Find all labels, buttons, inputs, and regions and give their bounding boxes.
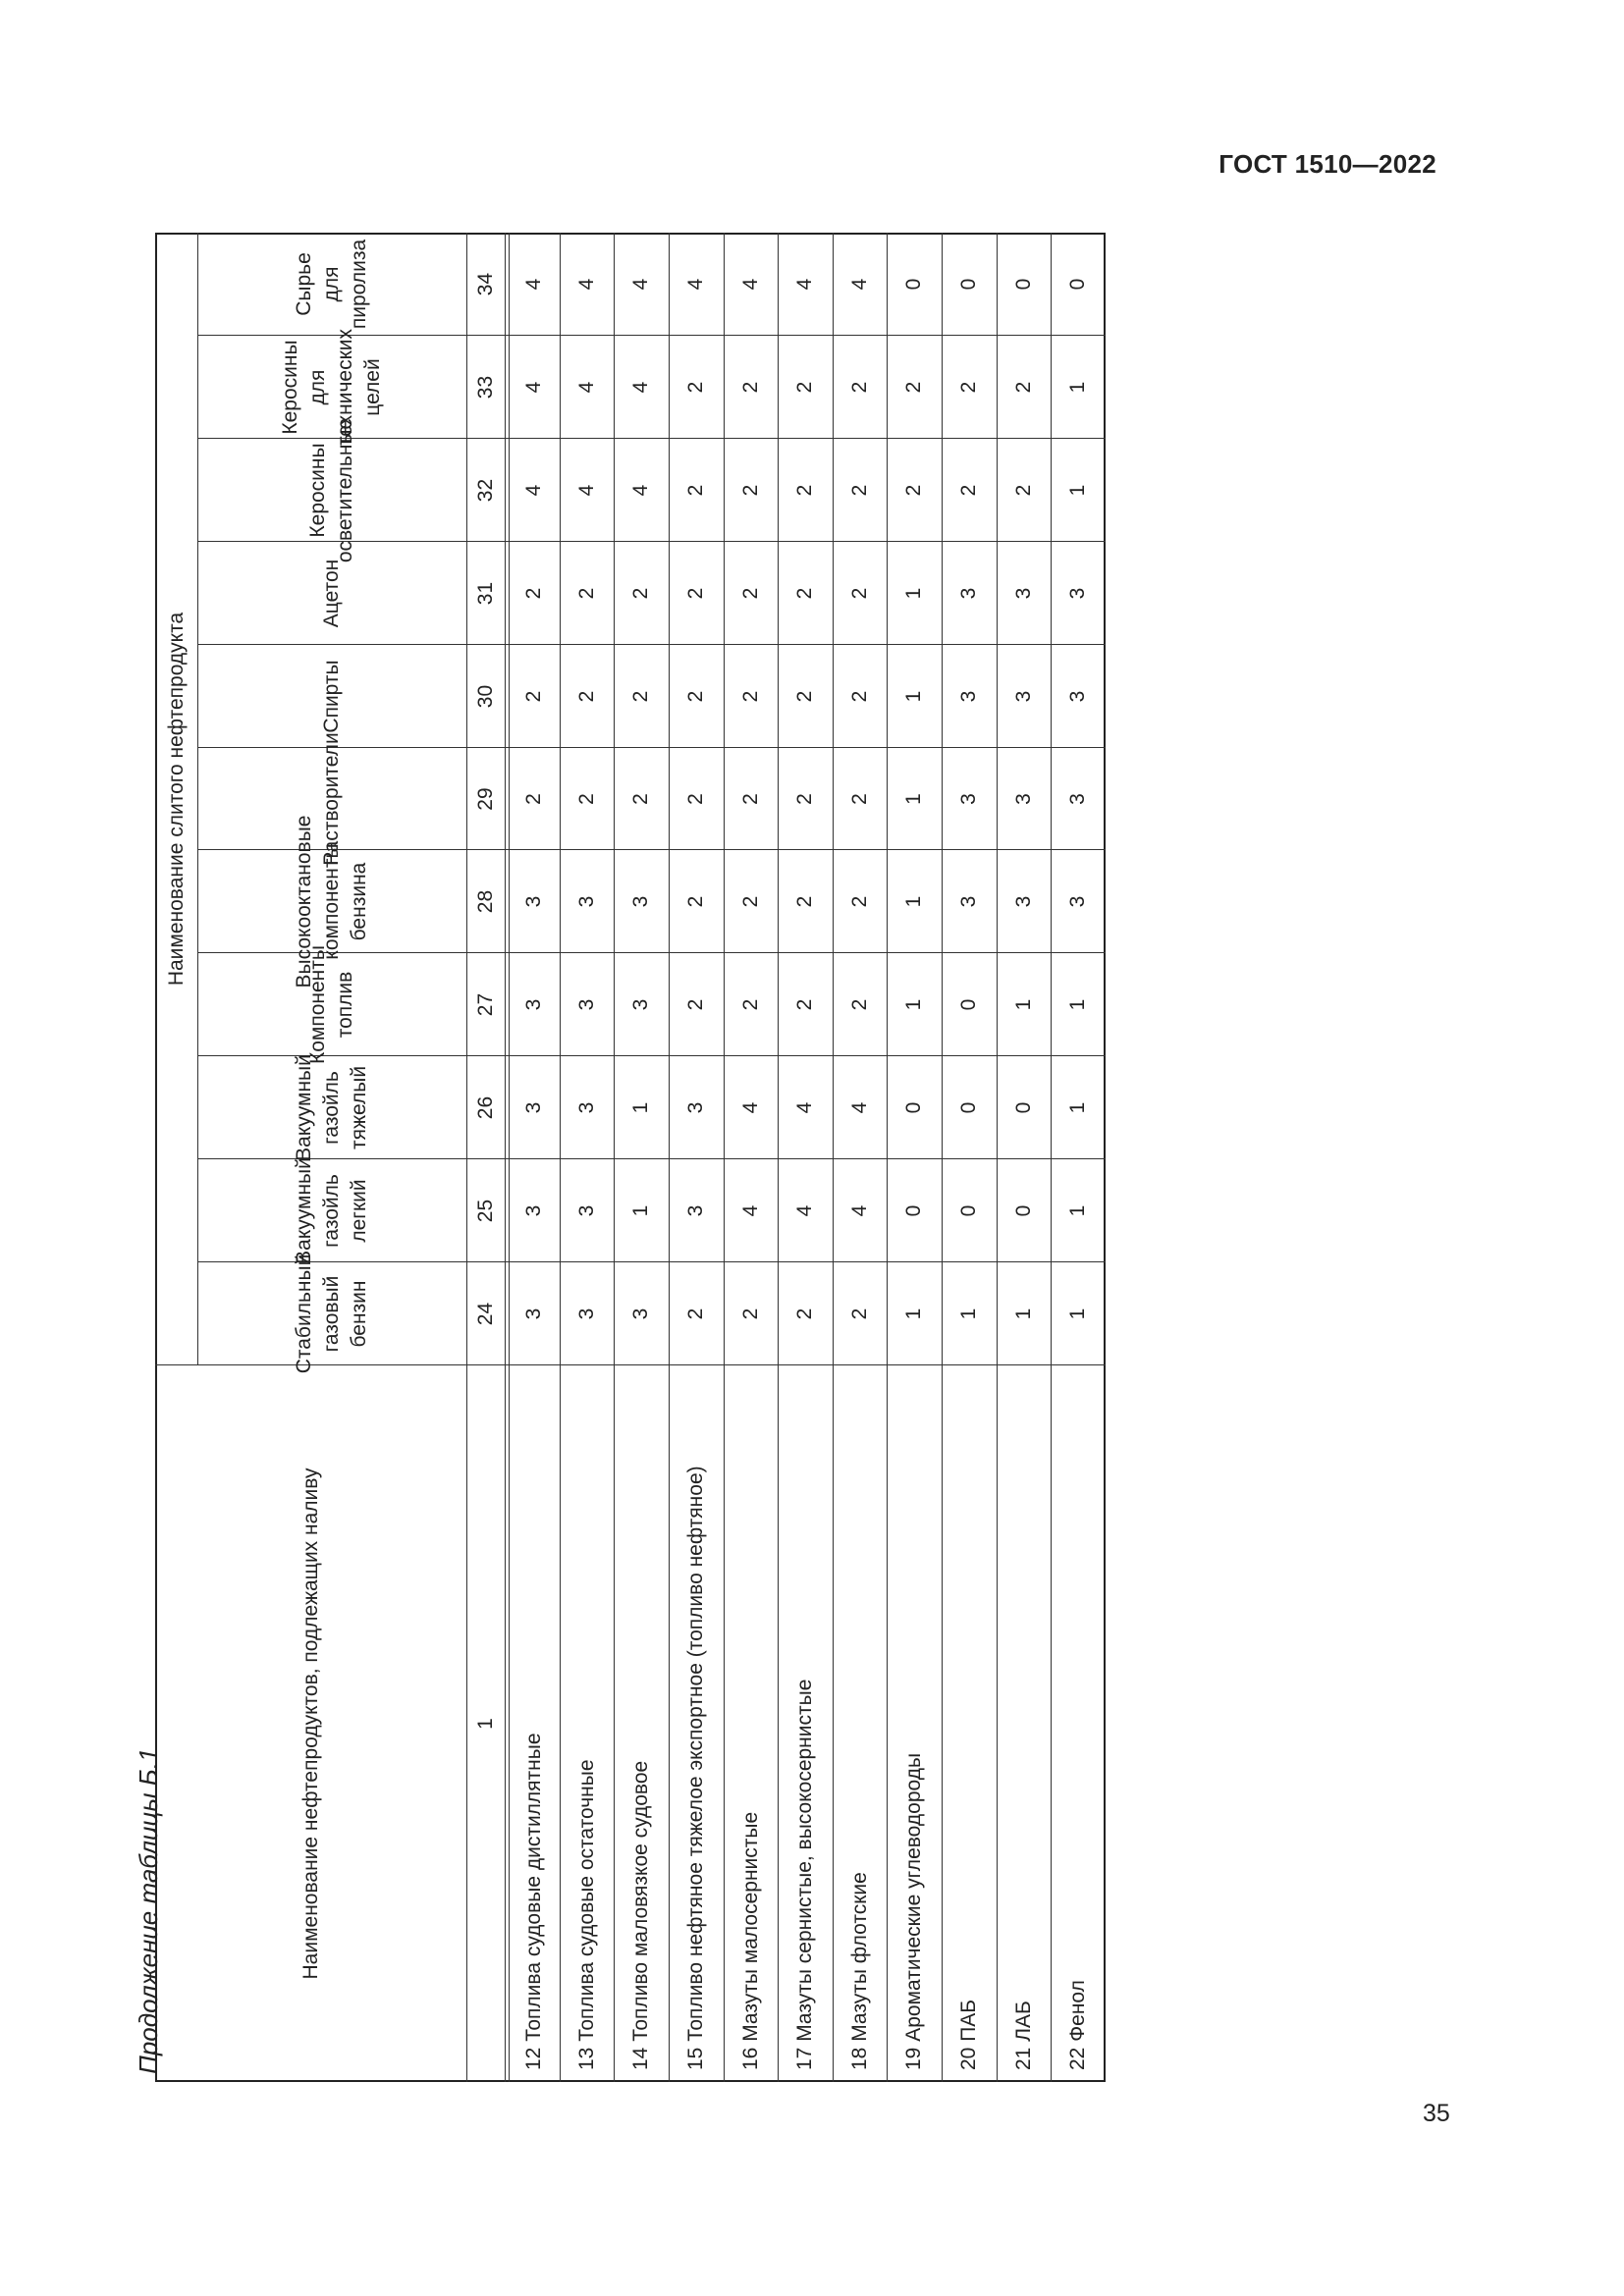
table-cell: 0	[1066, 278, 1089, 291]
table-cell: 2	[902, 484, 925, 497]
table-cell: 1	[902, 998, 925, 1011]
table-cell: 1	[957, 1308, 980, 1320]
table-cell: 3	[574, 998, 598, 1011]
table-cell: 2	[847, 895, 871, 908]
table-cell: 1	[902, 690, 925, 703]
table-cell: 3	[684, 1101, 707, 1114]
column-number: 31	[473, 581, 497, 606]
table-cell: 1	[1066, 381, 1089, 394]
table-cell: 0	[957, 278, 980, 291]
table-cell: 4	[793, 1204, 816, 1217]
row-name: 14 Топливо маловязкое судовое	[629, 1760, 652, 2070]
table-cell: 3	[1066, 793, 1089, 805]
row-name: 17 Мазуты сернистые, высокосернистые	[793, 1679, 816, 2070]
table-cell: 2	[684, 587, 707, 600]
table-cell: 3	[574, 895, 598, 908]
table-cell: 2	[793, 793, 816, 805]
table-cell: 2	[522, 793, 545, 805]
table-cell: 3	[1011, 793, 1035, 805]
table-cell: 2	[629, 793, 652, 805]
table-cell: 0	[1011, 278, 1035, 291]
table-cell: 1	[1011, 1308, 1035, 1320]
table-cell: 4	[522, 278, 545, 291]
table-cell: 3	[957, 793, 980, 805]
table-cell: 2	[522, 690, 545, 703]
table-cell: 0	[957, 998, 980, 1011]
table-cell: 4	[793, 1101, 816, 1114]
table-cell: 0	[902, 278, 925, 291]
table-cell: 3	[629, 895, 652, 908]
table-cell: 4	[793, 278, 816, 291]
table-cell: 2	[793, 895, 816, 908]
table-cell: 2	[684, 484, 707, 497]
table-cell: 2	[847, 587, 871, 600]
table-cell: 0	[1011, 1101, 1035, 1114]
table-cell: 0	[1011, 1204, 1035, 1217]
table-cell: 1	[1011, 998, 1035, 1011]
table-cell: 2	[847, 998, 871, 1011]
table-cell: 2	[957, 484, 980, 497]
page-number: 35	[1423, 2100, 1450, 2127]
table-cell: 2	[1011, 484, 1035, 497]
table-cell: 1	[1066, 998, 1089, 1011]
table-cell: 2	[847, 381, 871, 394]
column-header: Сырье для пиролиза	[293, 239, 370, 330]
table-cell: 3	[1011, 690, 1035, 703]
table-cell: 2	[629, 587, 652, 600]
column-header: Высокооктановые компоненты бензина	[293, 815, 370, 988]
table-cell: 4	[738, 278, 762, 291]
table-cell: 4	[847, 1204, 871, 1217]
table-cell: 3	[629, 1308, 652, 1320]
column-header: Керосины осветительные	[306, 417, 356, 563]
table-cell: 3	[522, 1308, 545, 1320]
column-number: 34	[473, 272, 497, 296]
column-header: Стабильный газовый бензин	[293, 1254, 370, 1374]
table-cell: 2	[684, 895, 707, 908]
table-cell: 2	[738, 998, 762, 1011]
row-name: 18 Мазуты флотские	[847, 1872, 871, 2070]
table-cell: 3	[1066, 895, 1089, 908]
table-cell: 1	[902, 793, 925, 805]
row-name: 20 ПАБ	[957, 1999, 980, 2070]
table-cell: 4	[738, 1101, 762, 1114]
table-cell: 2	[793, 587, 816, 600]
row-name: 15 Топливо нефтяное тяжелое экспортное (топливо нефтяное)	[684, 1466, 707, 2070]
table-cell: 0	[902, 1101, 925, 1114]
table-cell: 4	[522, 484, 545, 497]
table-cell: 3	[522, 1101, 545, 1114]
table-cell: 1	[1066, 1101, 1089, 1114]
column-number: 30	[473, 684, 497, 709]
table-cell: 2	[1011, 381, 1035, 394]
table-cell: 3	[629, 998, 652, 1011]
table-cell: 2	[684, 1308, 707, 1320]
table-cell: 2	[738, 1308, 762, 1320]
table-cell: 1	[629, 1101, 652, 1114]
table-cell: 1	[629, 1204, 652, 1217]
column-header: Вакуумный газойль легкий	[293, 1157, 370, 1264]
table-cell: 2	[629, 690, 652, 703]
table-cell: 2	[957, 381, 980, 394]
column-header: Вакуумный газойль тяжелый	[293, 1054, 370, 1161]
table-cell: 3	[1011, 587, 1035, 600]
table-cell: 4	[847, 1101, 871, 1114]
table-cell: 4	[574, 278, 598, 291]
table-cell: 2	[574, 690, 598, 703]
table-cell: 3	[522, 998, 545, 1011]
table-cell: 2	[847, 484, 871, 497]
table-cell: 2	[738, 895, 762, 908]
table-cell: 2	[574, 587, 598, 600]
table-cell: 4	[574, 381, 598, 394]
column-number: 24	[473, 1302, 497, 1326]
table-cell: 2	[574, 793, 598, 805]
table-cell: 0	[902, 1204, 925, 1217]
column-number: 28	[473, 889, 497, 914]
table-cell: 1	[1066, 484, 1089, 497]
table-cell: 2	[847, 1308, 871, 1320]
table-cell: 3	[1066, 690, 1089, 703]
table-caption: Продолжение таблицы Б.1	[134, 1747, 163, 2074]
table-cell: 2	[847, 690, 871, 703]
table-cell: 2	[793, 998, 816, 1011]
table-cell: 2	[738, 793, 762, 805]
table-cell: 2	[738, 484, 762, 497]
column-number: 25	[473, 1199, 497, 1223]
row-name: 22 Фенол	[1066, 1980, 1089, 2070]
table-cell: 1	[902, 587, 925, 600]
table-cell: 4	[574, 484, 598, 497]
table-cell: 4	[629, 278, 652, 291]
table-cell: 3	[957, 895, 980, 908]
table-cell: 4	[684, 278, 707, 291]
table-cell: 2	[522, 587, 545, 600]
table-cell: 2	[738, 690, 762, 703]
table-cell: 1	[1066, 1204, 1089, 1217]
column-number: 29	[473, 787, 497, 811]
column-number: 26	[473, 1095, 497, 1120]
table-cell: 3	[957, 690, 980, 703]
table-cell: 2	[793, 690, 816, 703]
table-cell: 2	[738, 587, 762, 600]
column-number: 33	[473, 375, 497, 400]
numbers-rule	[505, 233, 506, 2082]
column-number: 27	[473, 992, 497, 1017]
table-cell: 2	[684, 998, 707, 1011]
table-cell: 3	[574, 1204, 598, 1217]
column-number: 32	[473, 478, 497, 503]
table-cell: 2	[847, 793, 871, 805]
table-cell: 4	[629, 381, 652, 394]
table-cell: 4	[738, 1204, 762, 1217]
table-cell: 4	[629, 484, 652, 497]
table-cell: 2	[684, 793, 707, 805]
column-header: Спирты	[320, 660, 343, 733]
table-cell: 3	[957, 587, 980, 600]
data-table	[155, 233, 1106, 2082]
table-cell: 1	[902, 895, 925, 908]
column-header: Компоненты топлив	[306, 945, 356, 1064]
table-cell: 1	[902, 1308, 925, 1320]
row-name: 19 Ароматические углеводороды	[902, 1752, 925, 2070]
table-cell: 4	[847, 278, 871, 291]
table-cell: 2	[793, 381, 816, 394]
table-cell: 2	[684, 381, 707, 394]
table-cell: 2	[738, 381, 762, 394]
table-cell: 3	[522, 1204, 545, 1217]
table-cell: 3	[574, 1308, 598, 1320]
table-cell: 3	[1066, 587, 1089, 600]
table-cell: 3	[574, 1101, 598, 1114]
group-header: Наименование слитого нефтепродукта	[164, 612, 188, 987]
table-cell: 3	[684, 1204, 707, 1217]
table-cell: 3	[1011, 895, 1035, 908]
table-cell: 0	[957, 1101, 980, 1114]
table-cell: 3	[522, 895, 545, 908]
row-name: 13 Топлива судовые остаточные	[574, 1759, 598, 2070]
column-number: 1	[473, 1718, 497, 1730]
row-name: 16 Мазуты малосернистые	[738, 1811, 762, 2070]
table-cell: 4	[522, 381, 545, 394]
table-cell: 2	[793, 484, 816, 497]
table-cell: 2	[684, 690, 707, 703]
document-code: ГОСТ 1510—2022	[1218, 149, 1436, 179]
column-header: Ацетон	[320, 559, 343, 628]
column-header: Растворители	[320, 732, 343, 866]
row-name: 21 ЛАБ	[1011, 2001, 1035, 2070]
column-header: Керосины для технических целей	[279, 329, 384, 446]
row-name: 12 Топлива судовые дистиллятные	[522, 1733, 545, 2070]
table-cell: 2	[902, 381, 925, 394]
stub-header: Наименование нефтепродуктов, подлежащих наливу	[298, 1468, 322, 1980]
table-cell: 2	[793, 1308, 816, 1320]
table-cell: 0	[957, 1204, 980, 1217]
table-cell: 1	[1066, 1308, 1089, 1320]
